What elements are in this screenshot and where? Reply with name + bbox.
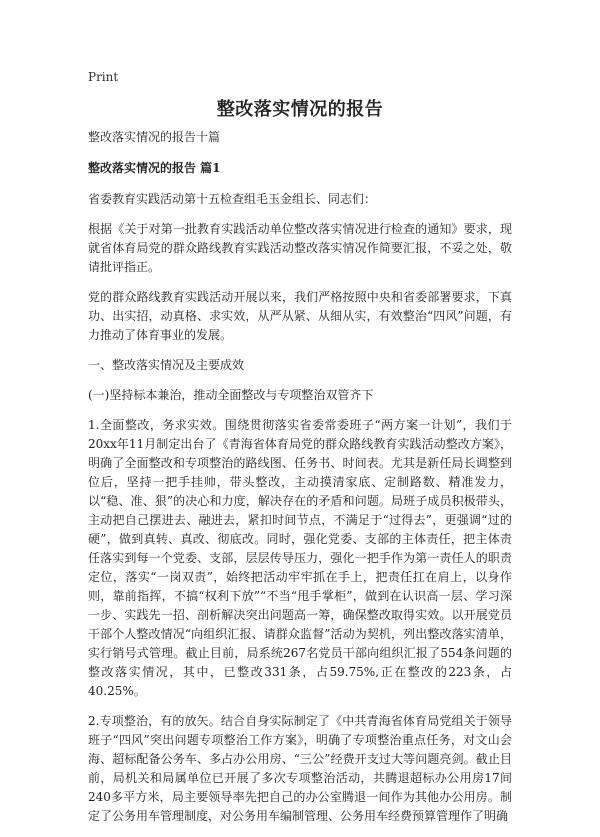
document-title: 整改落实情况的报告 [216, 99, 384, 120]
salutation-paragraph: 省委教育实践活动第十五检查组毛玉金组长、同志们： [88, 192, 377, 206]
intro-paragraph: 根据《关于对第一批教育实践活动单位整改落实情况进行检查的通知》要求，现就省体育局党的群众路线教育实践活动整改落实情况作简要汇报，不妥之处，敬请批评指正。 [88, 222, 512, 274]
heading-level-2: (一)坚持标本兼治，推动全面整改与专项整治双管齐下 [88, 388, 374, 402]
heading-level-1: 一、整改落实情况及主要成效 [88, 358, 245, 372]
document-body [88, 128, 512, 837]
document-subtitle: 整改落实情况的报告十篇 [88, 130, 221, 144]
background-paragraph: 党的群众路线教育实践活动开展以来，我们严格按照中央和省委部署要求，下真功、出实招，动真格、求实效，从严从紧、从细从实，有效整治“四风”问题，有力推动了体育事业的发展。 [88, 290, 512, 342]
print-link[interactable]: Print [88, 70, 119, 84]
body-paragraph-comprehensive-rectification: 1.全面整改，务求实效。围绕贯彻落实省委常委班子“两方案一计划”，我们于20xx年11月制定出台了《青海省体育局党的群众路线教育实践活动整改方案》，明确了全面整改和专项整治的路线图、任务书、时间表。尤其是新任局长调整到位后，坚持一把手挂帅，带头整改，主动摸清家底、定制路数、精准发力，以“稳、准、狠”的决心和力度，解决存在的矛盾和问题。局班子成员积极带头，主动把自己摆进去、融进去，紧扣时间节点，不满足于“过得去”，更强调“过的硬”，做到真转、真改、彻底改。同时，强化党委、支部的主体责任，把主体责任落实到每一个党委、支部，层层传导压力，强化一把手作为第一责任人的职责定位，落实“一岗双责”，始终把活动牢牢抓在手上，把责任扛在肩上，以身作则，靠前指挥，不搞“权利下放”“不当“甩手掌柜”，做到在认识高一层、学习深一步、实践先一招、剖析解决突出问题高一筹，确保整改取得实效。以开展党员干部个人整改情况“向组织汇报、请群众监督”活动为契机，列出整改落实清单，实行销号式管理。截止目前，局系统267名党员干部向组织汇报了554条问题的整改落实情况，其中，已整改331条，占59.75%,正在整改的223条，占40.25%。 [88, 418, 512, 698]
body-paragraph-special-rectification: 2.专项整治，有的放矢。结合自身实际制定了《中共青海省体育局党组关于领导班子“四风”突出问题专项整治工作方案》，明确了专项整治重点任务，对文山会海、超标配备公务车、多占办公用房、“三公”经费开支过大等问题亮剑。截止目前，局机关和局属单位已开展了多次专项整治活动，共腾退超标办公用房17间240多平方米，局主要领导率先把自己的办公室腾退一间作为其他办公用房。制定了公务用车管理制度，对公务用车编制管理、公务用车经费预算管理作了明确 [88, 714, 512, 823]
section-title: 整改落实情况的报告 篇1 [88, 161, 221, 175]
